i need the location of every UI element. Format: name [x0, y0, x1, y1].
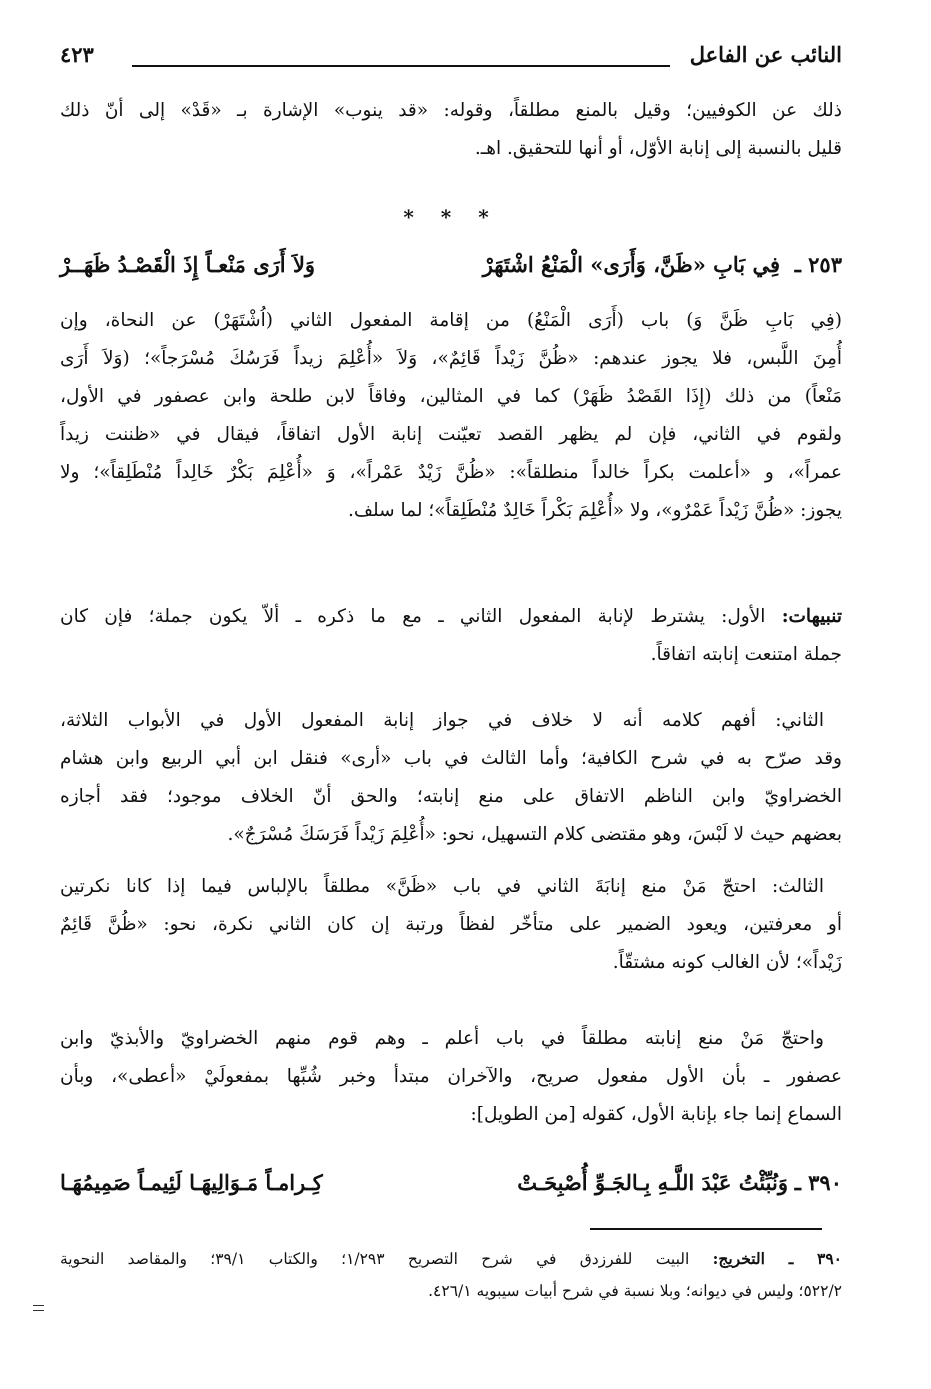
text-line: البيت للفرزدق في شرح التصريح ١/٢٩٣؛ والكتاب ٣٩/١؛ والمقاصد النحوية	[60, 1250, 690, 1268]
text-line: عصفور ـ بأن الأول مفعول صريح، والآخران مبتدأ وخبر شُبِّها بمفعولَيْ «أعطى»، وبأن	[60, 1066, 842, 1087]
third-note-paragraph	[60, 868, 842, 982]
text-line: جملة امتنعت إنابته اتفاقاً.	[650, 644, 842, 665]
footnote-rule	[590, 1228, 822, 1230]
text-line: ذلك عن الكوفيين؛ وقيل بالمنع مطلقاً، وقوله: «قد ينوب» الإشارة بـ «قَدْ» إلى أنّ ذلك	[60, 100, 842, 121]
text-line: زَيْداً»؛ لأن الغالب كونه مشتقّاً.	[612, 952, 842, 973]
footnote	[60, 1242, 842, 1308]
text-line: السماع إنما جاء بإنابة الأول، كقوله [من الطويل]:	[470, 1104, 842, 1125]
fourth-note-paragraph	[60, 1020, 842, 1134]
text-line: مَنْعاً) من ذلك (إِذَا القَصْدُ ظَهَرْ) كما في المثالين، وفاقاً لابن طلحة وابن عصفور في الأول،	[60, 386, 842, 407]
text-line: (فِي بَابِ ظَنَّ وَ) باب (أَرَى الْمَنْعُ) من إقامة المفعول الثاني (اُشْتَهَرْ) عن النحاة، وإن	[60, 310, 842, 331]
tanbihat-label: تنبيهات:	[781, 606, 842, 627]
text-line: يجوز: «ظُنَّ زَيْداً عَمْرٌو»، ولا «أُعْلِمَ بَكْراً خَالِدٌ مُنْطَلِقاً»؛ لما سلف.	[347, 500, 842, 521]
text-line: أُمِنَ اللَّبس، فلا يجوز عندهم: «ظُنَّ زَيْداً قَائِمٌ»، وَلاَ «أُعْلِمَ زيداً فَرَسُكَ مُسْرَجاً»؛ (وَلاَ أَرَى	[60, 348, 842, 369]
commentary-paragraph	[60, 302, 842, 530]
text-line: عمراً»، و «أعلمت بكراً خالداً منطلقاً»: «ظُنَّ زَيْدٌ عَمْراً»، وَ «أُعْلِمَ بَكْرٌ خَالِداً مُنْطَلِقاً»؛ ولا	[60, 462, 842, 483]
verse-number: ٢٥٣ ـ	[794, 252, 842, 277]
verse-253	[60, 252, 842, 292]
verse-hemistich-second: كِـرامـاً مَـوَالِيهَـا لَئِيمـاً صَمِيمُهَـا	[60, 1170, 323, 1195]
text-line: ولقوم في الثاني، فإن لم يظهر القصد تعيّنت إنابة الأول اتفاقاً، فيقال في «ظننت زيداً	[60, 424, 842, 445]
text-line: واحتجّ مَنْ منع إنابته مطلقاً في باب أعلم ـ وهم قوم منهم الخضراويّ والأبذيّ وابن	[60, 1028, 824, 1049]
page-number: ٤٢٣	[60, 42, 94, 67]
margin-mark	[33, 1310, 44, 1311]
running-head	[60, 42, 842, 76]
book-page	[60, 30, 842, 1370]
verse-hemistich-first: فِي بَابِ «ظَنَّ، وَأَرَى» الْمَنْعُ اشْتَهَرْ	[482, 252, 780, 277]
header-rule	[132, 65, 670, 67]
chapter-title: النائب عن الفاعل	[689, 42, 842, 67]
text-line: قليل بالنسبة إلى إنابة الأوّل، أو أنها للتحقيق. اهـ.	[474, 138, 842, 159]
text-line: الثاني: أفهم كلامه أنه لا خلاف في جواز إنابة المفعول الأول في الأبواب الثلاثة،	[60, 710, 824, 731]
intro-paragraph	[60, 92, 842, 168]
section-separator: * * *	[403, 205, 499, 229]
second-note-paragraph	[60, 702, 842, 854]
verse-390	[60, 1170, 842, 1210]
text-line: الثالث: احتجّ مَنْ منع إنابَةَ الثاني في باب «ظَنَّ» مطلقاً بالإلباس فيما إذا كانا نكرتين	[60, 876, 824, 897]
text-line: وقد صرّح به في شرح الكافية؛ وأما الثالث في باب «أرى» فنقل ابن أبي الربيع وابن هشام	[60, 748, 842, 769]
text-line: ٥٢٢/٢؛ وليس في ديوانه؛ وبلا نسبة في شرح أبيات سيبويه ٤٢٦/١.	[428, 1282, 842, 1300]
margin-mark	[33, 1305, 44, 1306]
verse-hemistich-first: وَنُبِّئْتُ عَبْدَ اللَّـهِ بِـالجَـوِّ أُصْبِحَـتْ	[517, 1170, 788, 1195]
text-line: أو معرفتين، ويعود الضمير على متأخّر لفظاً ورتبة إن كان الثاني نكرة، نحو: «ظُنَّ قَائِمٌ	[60, 914, 842, 935]
tanbihat-paragraph	[60, 598, 842, 674]
text-line: بعضهم حيث لا لَبْسَ، وهو مقتضى كلام التسهيل، نحو: «أُعْلِمَ زَيْداً فَرَسَكَ مُسْرَجٌ».	[227, 824, 842, 845]
verse-number: ٣٩٠ ـ	[794, 1170, 842, 1195]
footnote-label: ٣٩٠ ـ التخريج:	[712, 1249, 842, 1268]
text-line: الخضراويّ وابن الناظم الاتفاق على منع إنابته؛ والحق أنّ الخلاف موجود؛ فقد أجازه	[60, 786, 842, 807]
verse-hemistich-second: وَلاَ أَرَى مَنْعـاً إِذَ الْقَصْـدُ ظَهَــرْ	[60, 252, 316, 277]
text-line: الأول: يشترط لإنابة المفعول الثاني ـ مع ما ذكره ـ ألاّ يكون جملة؛ فإن كان	[60, 606, 766, 627]
